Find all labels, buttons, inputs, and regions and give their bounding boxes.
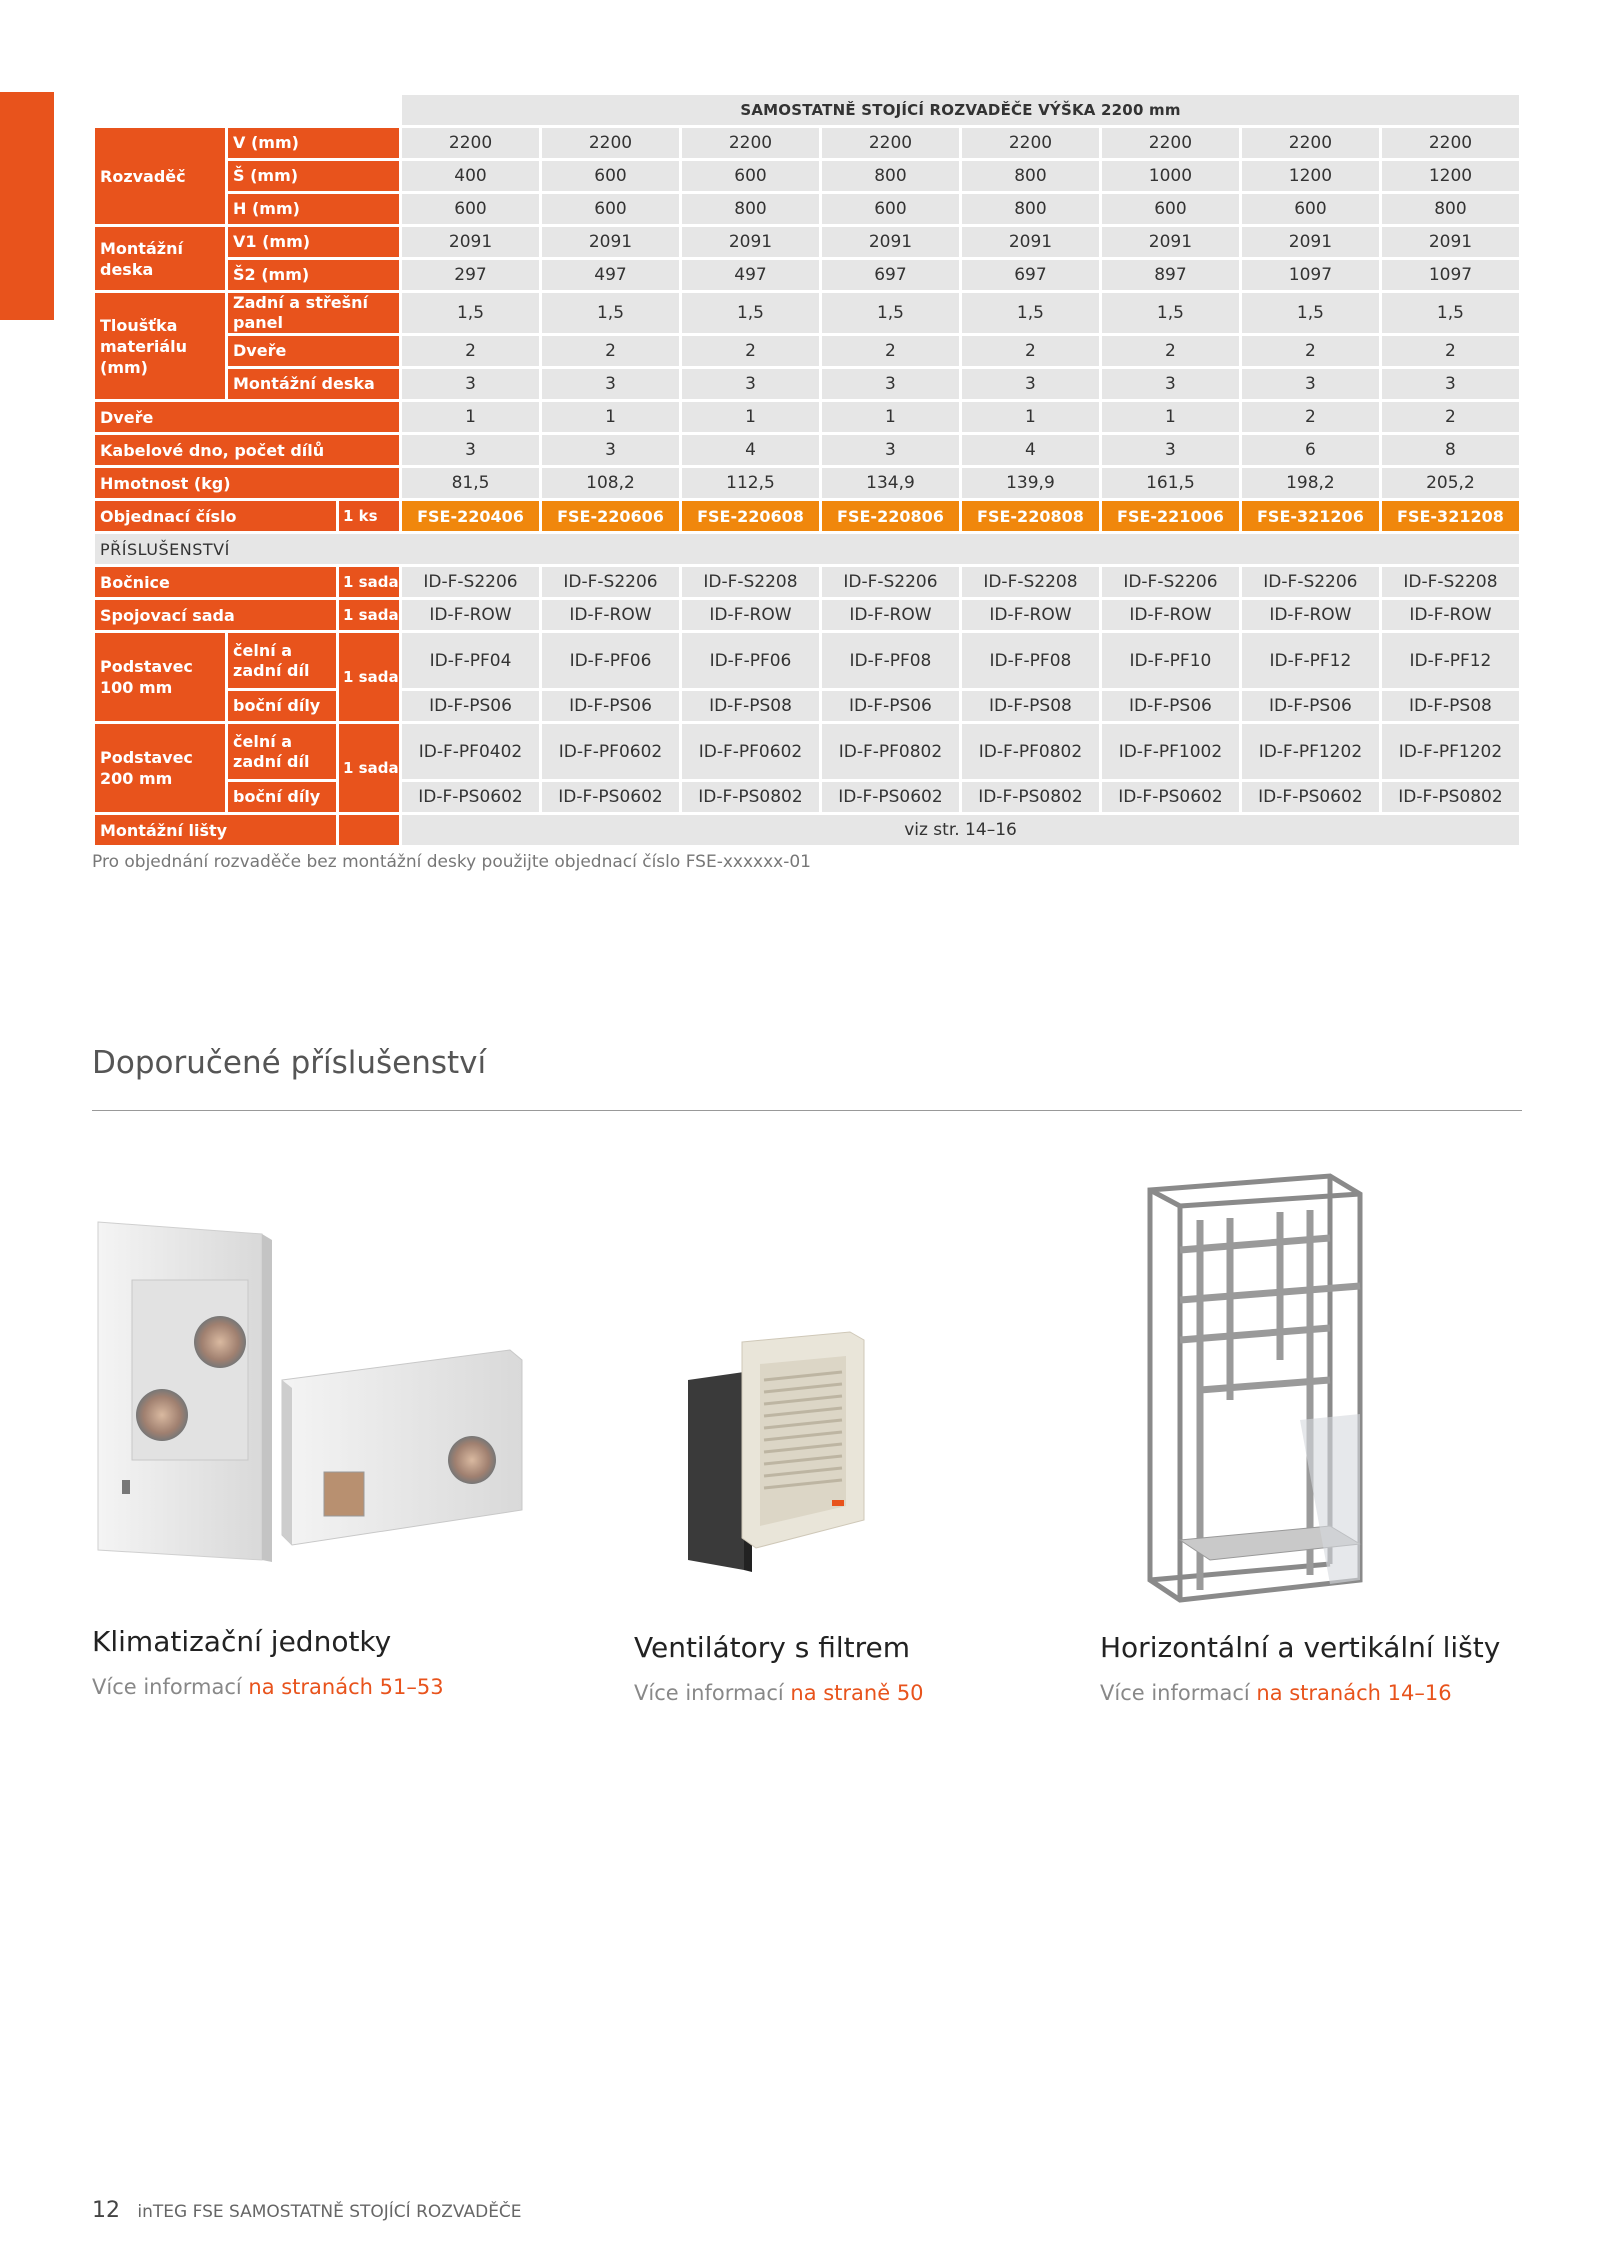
value-cell: 4 [962,435,1099,465]
value-cell: 134,9 [822,468,959,498]
value-cell: 1,5 [1102,293,1239,333]
unit-cell-empty [339,815,399,845]
value-cell: 2200 [1382,128,1519,158]
product-info-rails [1100,1681,1452,1705]
order-code-cell: FSE-221006 [1102,501,1239,531]
value-cell: 800 [962,161,1099,191]
group-label-tloustka: Tloušťka materiálu (mm) [95,293,225,399]
value-cell: 2200 [542,128,679,158]
param-label-celni: čelní a zadní díl [228,724,336,779]
code-cell: ID-F-PS0802 [1382,782,1519,812]
row-label-podstavec100: Podstavec 100 mm [95,633,225,721]
code-cell: ID-F-PS0602 [402,782,539,812]
value-cell: 3 [682,369,819,399]
row-label-objednaci: Objednací číslo [95,501,336,531]
group-label-montazni-deska: Montážní deska [95,227,225,290]
code-cell: ID-F-S2206 [1102,567,1239,597]
value-cell: 600 [682,161,819,191]
table-row [95,161,1519,191]
page-number: 12 [92,2198,120,2223]
value-cell: 1,5 [542,293,679,333]
order-note: Pro objednání rozvaděče bez montážní desky použijte objednací číslo FSE-xxxxxx-01 [92,852,811,872]
code-cell: ID-F-S2208 [1382,567,1519,597]
ac-unit-image [92,1210,532,1570]
spec-table [92,92,1522,848]
value-cell: 800 [682,194,819,224]
table-row [95,567,1519,597]
value-cell: 697 [962,260,1099,290]
row-label-spojovaci: Spojovací sada [95,600,336,630]
row-label-kabelove: Kabelové dno, počet dílů [95,435,399,465]
table-row [95,336,1519,366]
unit-label: 1 ks [339,501,399,531]
code-cell: ID-F-PS06 [1102,691,1239,721]
page-link-fan[interactable]: na straně 50 [790,1681,924,1705]
code-cell: ID-F-ROW [402,600,539,630]
value-cell: 1 [682,402,819,432]
value-cell: 2 [1382,336,1519,366]
value-cell: 1 [962,402,1099,432]
param-label-v1: V1 (mm) [228,227,399,257]
value-cell: 205,2 [1382,468,1519,498]
value-cell: 3 [1102,369,1239,399]
table-row [95,95,1519,125]
param-label-zadni: Zadní a střešní panel [228,293,399,333]
code-cell: ID-F-S2206 [542,567,679,597]
value-cell: 2091 [962,227,1099,257]
row-label-bocnice: Bočnice [95,567,336,597]
order-code-cell: FSE-220606 [542,501,679,531]
unit-label: 1 sada [339,724,399,812]
value-cell: 800 [1382,194,1519,224]
code-cell: ID-F-PF06 [682,633,819,688]
info-text: Více informací [1100,1681,1250,1705]
code-cell: ID-F-ROW [822,600,959,630]
code-cell: ID-F-PF0602 [682,724,819,779]
value-cell: 600 [542,161,679,191]
value-cell: 600 [402,194,539,224]
code-cell: ID-F-PS0602 [542,782,679,812]
code-cell: ID-F-ROW [542,600,679,630]
code-cell: ID-F-PF0602 [542,724,679,779]
table-row [95,227,1519,257]
order-code-cell: FSE-220608 [682,501,819,531]
table-row [95,501,1519,531]
value-cell: 800 [962,194,1099,224]
param-label-celni: čelní a zadní díl [228,633,336,688]
code-cell: ID-F-PS06 [822,691,959,721]
code-cell: ID-F-S2208 [682,567,819,597]
value-cell: 81,5 [402,468,539,498]
value-cell: 1,5 [402,293,539,333]
code-cell: ID-F-PF0402 [402,724,539,779]
footer-text: inTEG FSE SAMOSTATNĚ STOJÍCÍ ROZVADĚČE [137,2202,522,2222]
code-cell: ID-F-PF06 [542,633,679,688]
value-cell: 3 [1102,435,1239,465]
value-cell: 1,5 [1382,293,1519,333]
unit-label: 1 sada [339,600,399,630]
value-cell: 3 [402,435,539,465]
value-cell: 112,5 [682,468,819,498]
code-cell: ID-F-S2206 [822,567,959,597]
param-label-h: H (mm) [228,194,399,224]
value-cell: 3 [962,369,1099,399]
code-cell: ID-F-PS08 [962,691,1099,721]
code-cell: ID-F-ROW [1242,600,1379,630]
code-cell: ID-F-ROW [1382,600,1519,630]
row-label-hmotnost: Hmotnost (kg) [95,468,399,498]
code-cell: ID-F-S2206 [1242,567,1379,597]
group-label-rozvadec: Rozvaděč [95,128,225,224]
order-code-cell: FSE-220406 [402,501,539,531]
value-cell: 400 [402,161,539,191]
table-row [95,194,1519,224]
value-cell: 1,5 [1242,293,1379,333]
section-divider [92,1110,1522,1111]
code-cell: ID-F-PF10 [1102,633,1239,688]
value-cell: 2091 [402,227,539,257]
value-cell: 600 [542,194,679,224]
side-tab [0,92,54,320]
code-cell: ID-F-PF08 [962,633,1099,688]
code-cell: ID-F-PF0802 [962,724,1099,779]
value-cell: 3 [402,369,539,399]
code-cell: ID-F-PF08 [822,633,959,688]
product-title-ac: Klimatizační jednotky [92,1625,392,1658]
row-label-podstavec200: Podstavec 200 mm [95,724,225,812]
table-row [95,633,1519,688]
code-cell: ID-F-PS06 [402,691,539,721]
value-cell: 697 [822,260,959,290]
unit-label: 1 sada [339,633,399,721]
row-label-dvere: Dveře [95,402,399,432]
value-cell: 3 [822,369,959,399]
value-cell: 800 [822,161,959,191]
value-cell: 2091 [1102,227,1239,257]
table-row [95,293,1519,333]
param-label-dvere: Dveře [228,336,399,366]
value-cell: 2091 [822,227,959,257]
product-info-fan [634,1681,924,1705]
value-cell: 4 [682,435,819,465]
value-cell: 161,5 [1102,468,1239,498]
value-cell: 2200 [962,128,1099,158]
code-cell: ID-F-ROW [1102,600,1239,630]
table-row [95,600,1519,630]
code-cell: ID-F-S2208 [962,567,1099,597]
param-label-s: Š (mm) [228,161,399,191]
value-cell: 897 [1102,260,1239,290]
value-cell: 1,5 [822,293,959,333]
value-cell: 1,5 [962,293,1099,333]
table-row [95,369,1519,399]
value-cell: 1097 [1242,260,1379,290]
code-cell: ID-F-PF04 [402,633,539,688]
value-cell: 3 [822,435,959,465]
value-cell: 1,5 [682,293,819,333]
order-code-cell: FSE-321206 [1242,501,1379,531]
order-code-cell: FSE-220806 [822,501,959,531]
row-label-montazni-listy: Montážní lišty [95,815,336,845]
code-cell: ID-F-PS06 [542,691,679,721]
code-cell: ID-F-PF1002 [1102,724,1239,779]
table-row [95,691,1519,721]
value-cell: 1 [542,402,679,432]
table-row [95,724,1519,779]
param-label-v: V (mm) [228,128,399,158]
value-cell: 139,9 [962,468,1099,498]
value-cell: 497 [682,260,819,290]
value-cell: 198,2 [1242,468,1379,498]
value-cell: 2200 [402,128,539,158]
order-code-cell: FSE-321208 [1382,501,1519,531]
value-cell: 3 [1242,369,1379,399]
value-cell: 2 [1382,402,1519,432]
value-cell: 2 [1242,402,1379,432]
value-cell: 2200 [1102,128,1239,158]
empty-cell [95,95,399,125]
value-cell: 2091 [1242,227,1379,257]
table-row [95,815,1519,845]
param-label-bocni: boční díly [228,782,336,812]
order-code-cell: FSE-220808 [962,501,1099,531]
value-cell: 1097 [1382,260,1519,290]
value-cell: 600 [1102,194,1239,224]
value-cell: 600 [822,194,959,224]
value-cell: 2 [1102,336,1239,366]
code-cell: ID-F-PF1202 [1242,724,1379,779]
product-title-fan: Ventilátory s filtrem [634,1631,911,1664]
value-cell: 2 [402,336,539,366]
section-title: Doporučené příslušenství [92,1045,487,1081]
info-text: Více informací [634,1681,784,1705]
code-cell: ID-F-ROW [682,600,819,630]
code-cell: ID-F-PS0602 [1102,782,1239,812]
code-cell: ID-F-PS06 [1242,691,1379,721]
value-cell: 2 [542,336,679,366]
value-cell: 2 [1242,336,1379,366]
code-cell: ID-F-PS0602 [1242,782,1379,812]
value-cell: 1 [402,402,539,432]
table-row [95,128,1519,158]
section-label-prislusenstvi: PŘÍSLUŠENSTVÍ [95,534,1519,564]
value-cell: 2200 [682,128,819,158]
code-cell: ID-F-PF12 [1242,633,1379,688]
code-cell: ID-F-PS08 [682,691,819,721]
info-text: Více informací [92,1675,242,1699]
code-cell: ID-F-PF0802 [822,724,959,779]
value-cell: 2200 [1242,128,1379,158]
code-cell: ID-F-S2206 [402,567,539,597]
code-cell: ID-F-PF1202 [1382,724,1519,779]
table-row [95,260,1519,290]
value-cell: 2 [682,336,819,366]
value-cell: 1 [822,402,959,432]
value-cell: 2091 [542,227,679,257]
value-cell: 1000 [1102,161,1239,191]
page-link-ac[interactable]: na stranách 51–53 [248,1675,444,1699]
value-cell: 6 [1242,435,1379,465]
value-cell: 1200 [1382,161,1519,191]
value-cell: 1200 [1242,161,1379,191]
page-link-rails[interactable]: na stranách 14–16 [1256,1681,1452,1705]
code-cell: ID-F-PF12 [1382,633,1519,688]
code-cell: ID-F-PS0602 [822,782,959,812]
value-cell: 497 [542,260,679,290]
product-title-rails: Horizontální a vertikální lišty [1100,1631,1501,1664]
param-label-bocni: boční díly [228,691,336,721]
value-cell: 3 [542,369,679,399]
param-label-s2: Š2 (mm) [228,260,399,290]
table-row [95,435,1519,465]
see-reference: viz str. 14–16 [402,815,1519,845]
value-cell: 3 [542,435,679,465]
value-cell: 8 [1382,435,1519,465]
code-cell: ID-F-ROW [962,600,1099,630]
value-cell: 108,2 [542,468,679,498]
code-cell: ID-F-PS0802 [962,782,1099,812]
value-cell: 2091 [1382,227,1519,257]
table-row [95,402,1519,432]
page-footer [92,2198,522,2223]
fan-filter-image [680,1320,880,1580]
param-label-montazni: Montážní deska [228,369,399,399]
table-row [95,468,1519,498]
rails-frame-image [1130,1160,1380,1610]
value-cell: 2 [822,336,959,366]
value-cell: 3 [1382,369,1519,399]
table-row [95,782,1519,812]
table-title: SAMOSTATNĚ STOJÍCÍ ROZVADĚČE VÝŠKA 2200 mm [402,95,1519,125]
value-cell: 297 [402,260,539,290]
code-cell: ID-F-PS0802 [682,782,819,812]
value-cell: 600 [1242,194,1379,224]
code-cell: ID-F-PS08 [1382,691,1519,721]
product-info-ac [92,1675,444,1699]
value-cell: 2 [962,336,1099,366]
unit-label: 1 sada [339,567,399,597]
value-cell: 1 [1102,402,1239,432]
table-row [95,534,1519,564]
value-cell: 2091 [682,227,819,257]
value-cell: 2200 [822,128,959,158]
